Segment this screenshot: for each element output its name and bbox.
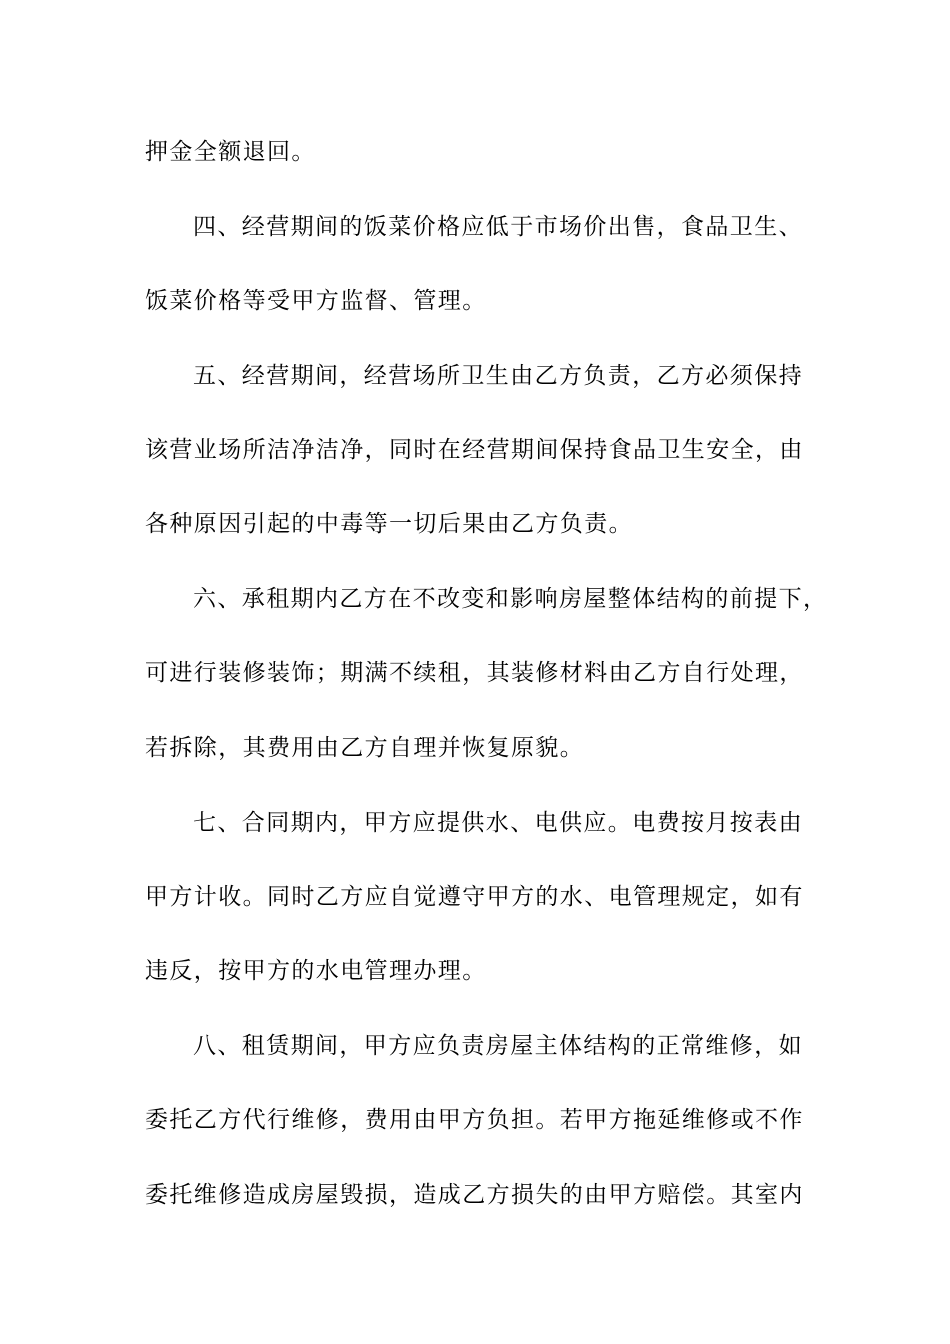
clause-6-line-2: 可进行装修装饰；期满不续租，其装修材料由乙方自行处理， bbox=[145, 660, 804, 686]
clause-5-line-3: 各种原因引起的中毒等一切后果由乙方负责。 bbox=[145, 511, 633, 537]
clause-6-line-3: 若拆除，其费用由乙方自理并恢复原貌。 bbox=[145, 735, 585, 761]
clause-4-line-1: 四、经营期间的饭菜价格应低于市场价出售，食品卫生、 bbox=[193, 214, 803, 240]
clause-6-line-1: 六、承租期内乙方在不改变和影响房屋整体结构的前提下， bbox=[193, 586, 828, 612]
clause-7-line-1: 七、合同期内，甲方应提供水、电供应。电费按月按表由 bbox=[193, 810, 803, 836]
clause-8-line-3: 委托维修造成房屋毁损，造成乙方损失的由甲方赔偿。其室内 bbox=[145, 1182, 804, 1208]
clause-5-line-2: 该营业场所洁净洁净，同时在经营期间保持食品卫生安全，由 bbox=[145, 437, 804, 463]
clause-7-line-2: 甲方计收。同时乙方应自觉遵守甲方的水、电管理规定，如有 bbox=[145, 884, 804, 910]
clause-8-line-2: 委托乙方代行维修，费用由甲方负担。若甲方拖延维修或不作 bbox=[145, 1107, 804, 1133]
clause-7-line-3: 违反，按甲方的水电管理办理。 bbox=[145, 958, 487, 984]
text-line-1: 押金全额退回。 bbox=[145, 139, 316, 165]
clause-4-line-2: 饭菜价格等受甲方监督、管理。 bbox=[145, 288, 487, 314]
clause-5-line-1: 五、经营期间，经营场所卫生由乙方负责，乙方必须保持 bbox=[193, 363, 803, 389]
clause-8-line-1: 八、租赁期间，甲方应负责房屋主体结构的正常维修，如 bbox=[193, 1033, 803, 1059]
